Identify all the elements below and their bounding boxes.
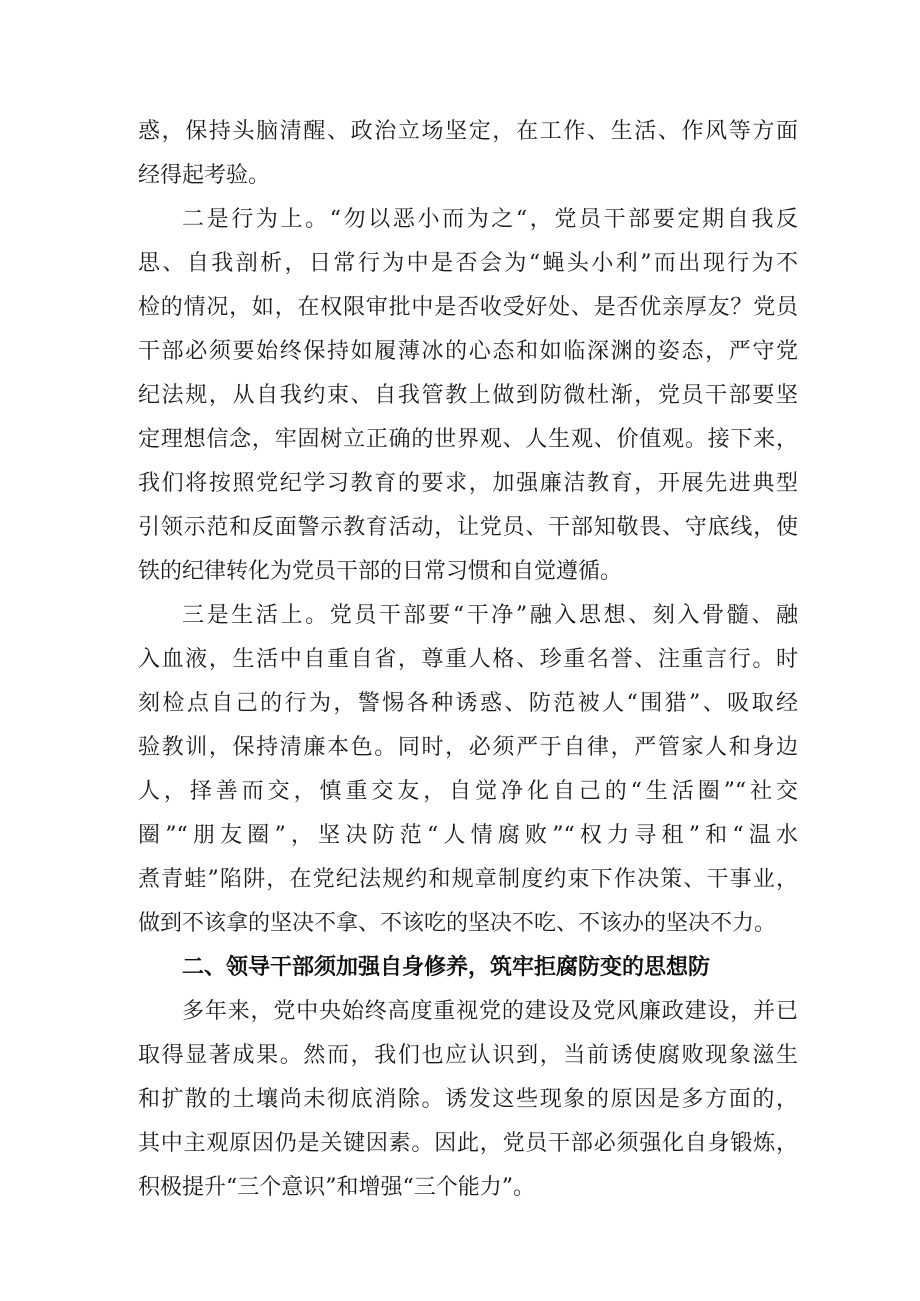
paragraph-line: 干部必须要始终保持如履薄冰的心态和如临深渊的姿态，严守党 — [138, 339, 798, 364]
paragraph-line: 惑，保持头脑清醒、政治立场坚定，在工作、生活、作风等方面 — [138, 119, 798, 144]
paragraph-line: 圈”“朋友圈”，坚决防范“人情腐败”“权力寻租”和“温水 — [138, 823, 798, 848]
paragraph-line: 做到不该拿的坚决不拿、不该吃的坚决不吃、不该办的坚决不力。 — [138, 911, 777, 936]
section-heading: 二、领导干部须加强自身修养，筑牢拒腐防变的思想防 — [182, 955, 711, 980]
paragraph-line: 定理想信念，牢固树立正确的世界观、人生观、价值观。接下来， — [138, 427, 798, 452]
paragraph-line: 和扩散的土壤尚未彻底消除。诱发这些现象的原因是多方面的， — [138, 1087, 798, 1112]
paragraph-line: 引领示范和反面警示教育活动，让党员、干部知敬畏、守底线，使 — [138, 515, 798, 540]
paragraph-line: 经得起考验。 — [138, 163, 271, 188]
paragraph-line: 我们将按照党纪学习教育的要求，加强廉洁教育，开展先进典型 — [138, 471, 798, 496]
paragraph-line: 验教训，保持清廉本色。同时，必须严于自律，严管家人和身边 — [138, 735, 798, 760]
paragraph-line: 其中主观原因仍是关键因素。因此，党员干部必须强化自身锻炼， — [138, 1131, 798, 1156]
paragraph-line: 铁的纪律转化为党员干部的日常习惯和自觉遵循。 — [138, 559, 623, 584]
paragraph-line: 思、自我剖析，日常行为中是否会为“蝇头小利”而出现行为不 — [138, 251, 798, 276]
paragraph-line: 三是生活上。党员干部要“干净”融入思想、刻入骨髓、融 — [182, 603, 798, 628]
paragraph-line: 入血液，生活中自重自省，尊重人格、珍重名誉、注重言行。时 — [138, 647, 798, 672]
paragraph-line: 刻检点自己的行为，警惕各种诱惑、防范被人“围猎”、吸取经 — [138, 691, 798, 716]
paragraph-line: 积极提升“三个意识”和增强“三个能力”。 — [138, 1175, 535, 1200]
paragraph-line: 多年来，党中央始终高度重视党的建设及党风廉政建设，并已 — [182, 999, 798, 1024]
paragraph-line: 取得显著成果。然而，我们也应认识到，当前诱使腐败现象滋生 — [138, 1043, 798, 1068]
paragraph-line: 煮青蛙”陷阱，在党纪法规约和规章制度约束下作决策、干事业， — [138, 867, 798, 892]
paragraph-line: 人，择善而交，慎重交友，自觉净化自己的“生活圈”“社交 — [138, 779, 798, 804]
paragraph-line: 二是行为上。“勿以恶小而为之“，党员干部要定期自我反 — [182, 207, 798, 232]
paragraph-line: 纪法规，从自我约束、自我管教上做到防微杜渐，党员干部要坚 — [138, 383, 798, 408]
paragraph-line: 检的情况，如，在权限审批中是否收受好处、是否优亲厚友？党员 — [138, 295, 798, 320]
